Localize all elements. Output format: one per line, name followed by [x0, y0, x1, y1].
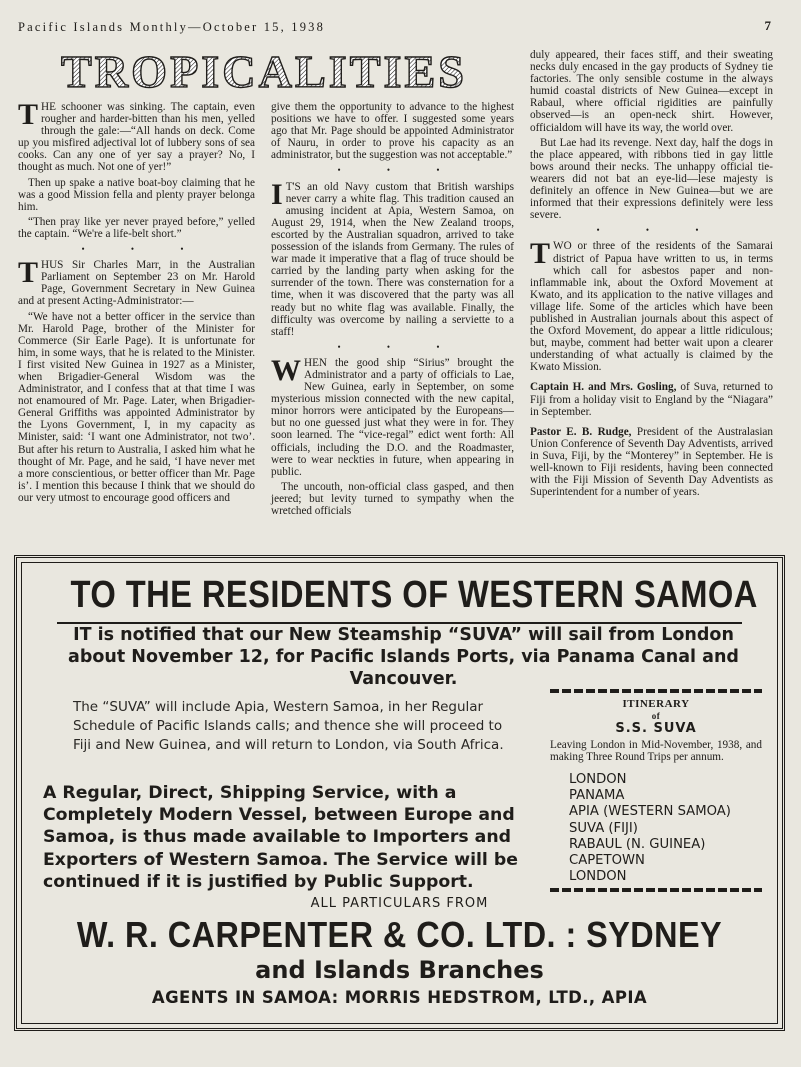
shipping-advertisement	[14, 555, 785, 1031]
itinerary-rule-bottom	[550, 888, 762, 892]
article-column-2	[271, 101, 514, 520]
port-item: RABAUL (N. GUINEA)	[569, 836, 706, 852]
drop-cap: T	[530, 237, 551, 271]
port-item: SUVA (FIJI)	[569, 820, 638, 836]
personal-note: Captain H. and Mrs. Gosling, of Suva, returned to Fiji from a holiday visit to England by the “Niagara” in September.	[530, 381, 773, 418]
itinerary-heading: ITINERARY of	[622, 698, 690, 721]
paragraph: WHEN the good ship “Sirius” brought the Administrator and a party of officials to Lae, New Guinea, early in September, on some mysterious mission connected with the new capital, minor horrors were anticipated by the Europeans—but no one guessed just what they were in for. They soon learned. The “vice-regal” edict went forth: All officials, including the D.O. and the Roadmaster, were to wear neckties in future, when appearing in public.	[271, 353, 514, 478]
drop-cap: T	[18, 256, 39, 290]
paragraph: The uncouth, non-official class gasped, and then jeered; but levity turned to sympathy when the wretched officials	[271, 480, 514, 517]
paragraph: give them the opportunity to advance to the highest positions we have to offer. I suggested some years ago that Mr. Page should be appointed Administrator of Nauru, in order to prove his capacity as an administrator, but the suggestion was not acceptable.”	[271, 101, 514, 162]
section-separator: • • •	[596, 225, 721, 236]
paragraph: duly appeared, their faces stiff, and their sweating necks duly encased in the gay products of Sydney tie factories. The only sensible costume in the always humid coastal districts of New Guinea—except in Rabaul, where official rigidities are painfully observed—is an open-neck shirt. However, officialdom will have its way, the world over.	[530, 49, 773, 134]
personal-note: Pastor E. B. Rudge, President of the Australasian Union Conference of Seventh Day Adventists, arrived in Suva, Fiji, by the “Monterey” in September. He is well-known to Fiji residents, having been connected with the Fiji Mission of Seventh Day Adventists as Superintendent for a number of years.	[530, 425, 773, 499]
section-separator: • • •	[337, 165, 462, 176]
company-branches: and Islands Branches	[255, 956, 544, 984]
port-item: PANAMA	[569, 788, 625, 804]
ad-body-text: The “SUVA” will include Apia, Western Samoa, in her Regular Schedule of Pacific Islands calls; and thence she will proceed to Fiji and New Guinea, and will return to London, via South Africa.	[73, 699, 504, 753]
ship-name: S.S. SUVA	[615, 721, 697, 736]
port-item: LONDON	[569, 772, 627, 787]
paragraph: “We have not a better officer in the service than Mr. Harold Page, brother of the Minister for Commerce (Sir Earle Page). It is unfortunate for him, in some ways, that he is related to the Minister. I first visited New Guinea in 1927 as a Minister, when Brigadier-General Wisdom was the Administrator, and I confess that at that time I was not enamoured of Mr. Page. Later, when Brigadier-General Griffiths was appointed Administrator by the Lyons Government, I, in my capacity as Minister, said: ‘I want one Administrator, not two’. But after his return to Australia, I asked him what he thought of Mr. Page, and he said, ‘I have never met a more conscientious, or better officer than Mr. Page is’. I mention this because I think that we should do our very utmost to encourage good officers and	[18, 310, 255, 504]
paragraph: Then up spake a native boat-boy claiming that he was a good Mission fella and plenty prayer belonga him.	[18, 176, 255, 213]
paragraph: But Lae had its revenge. Next day, half the dogs in the place appeared, with ribbons tied in gay little bows around their necks. The unhappy official tie-wearers did not bat an eye-lid—lese majesty is definitely an offence in New Guinea—but we are informed that their expressions definitely were less severe.	[530, 136, 773, 222]
masthead-lettering	[58, 46, 470, 94]
port-item: CAPETOWN	[569, 853, 645, 869]
note-lead-in: Captain H. and Mrs. Gosling,	[530, 381, 677, 394]
drop-cap: W	[271, 353, 301, 387]
article-column-1	[18, 98, 255, 507]
article-column-3	[530, 49, 773, 501]
drop-cap: I	[271, 177, 283, 211]
port-item: APIA (WESTERN SAMOA)	[569, 804, 731, 820]
ad-service-statement: A Regular, Direct, Shipping Service, with a Completely Modern Vessel, between Europe and Samoa, is thus made available to Importers and Exporters of Western Samoa. The Service will be continued if it is justified by Public Support.	[43, 783, 518, 892]
note-lead-in: Pastor E. B. Rudge,	[530, 425, 632, 438]
section-separator: • • •	[81, 244, 206, 255]
ad-notice: IT is notified that our New Steamship “SUVA” will sail from London about November 12, for Pacific Islands Ports, via Panama Canal and Vancouver.	[68, 625, 739, 689]
itinerary-note: Leaving London in Mid-November, 1938, and making Three Round Trips per annum.	[550, 739, 762, 763]
ad-particulars: ALL PARTICULARS FROM	[310, 896, 489, 911]
port-list	[569, 772, 731, 885]
drop-cap: T	[18, 98, 39, 131]
itinerary-rule-top	[550, 689, 762, 693]
port-item: LONDON	[569, 869, 627, 885]
paragraph: TWO or three of the residents of the Samarai district of Papua have written to us, in terms which call for asbestos paper and non-inflammable ink, about the Oxford Movement at Kwato, and its application to the native villages and village life. Some of the articles which have been published in Australian journals about this aspect of the Oxford Movement, do appear a little ridiculous; but, maybe, comment had better wait upon a clearer understanding of what actually is claimed by the Kwato Mission.	[530, 237, 773, 374]
paragraph: THE schooner was sinking. The captain, even rougher and harder-bitten than his men, yelled through the gale:—“All hands on deck. Come up you misfired adjectival lot of lubbery sons of sea cooks. Can any one of yer say a prayer? No, I thought as much. Not one of yer!”	[18, 98, 255, 174]
section-masthead	[58, 46, 470, 94]
section-separator: • • •	[337, 341, 462, 352]
samoa-agents: AGENTS IN SAMOA: MORRIS HEDSTROM, LTD., APIA	[151, 988, 648, 1007]
running-header: Pacific Islands Monthly—October 15, 1938	[18, 20, 326, 34]
paragraph: I T'S an old Navy custom that British warships never carry a white flag. This tradition caused an amusing incident at Apia, Western Samoa, on August 29, 1914, when the New Zealand troops, escorted by the Australian squadron, arrived to take possession of the islands from Germany. The rules of war made it imperative that a flag of truce should be carried by the landing party when asking for the surrender of the town. There was consternation for a time, when it was discovered that the party was all ready but no white flag was available. Finally, the difficulty was overcome by nailing a serviette to a staff!	[271, 177, 514, 338]
page-number: 7	[764, 18, 771, 33]
masthead-title: TROPICALITIES	[61, 46, 468, 94]
company-name: W. R. CARPENTER & CO. LTD. : SYDNEY	[76, 914, 723, 955]
ad-headline: TO THE RESIDENTS OF WESTERN SAMOA	[70, 574, 758, 616]
paragraph: THUS Sir Charles Marr, in the Australian Parliament on September 23 on Mr. Harold Page, Government Secretary in New Guinea and at present Acting-Administrator:—	[18, 256, 255, 308]
paragraph: “Then pray like yer never prayed before,” yelled the captain. “We're a life-belt short.”	[18, 215, 255, 240]
